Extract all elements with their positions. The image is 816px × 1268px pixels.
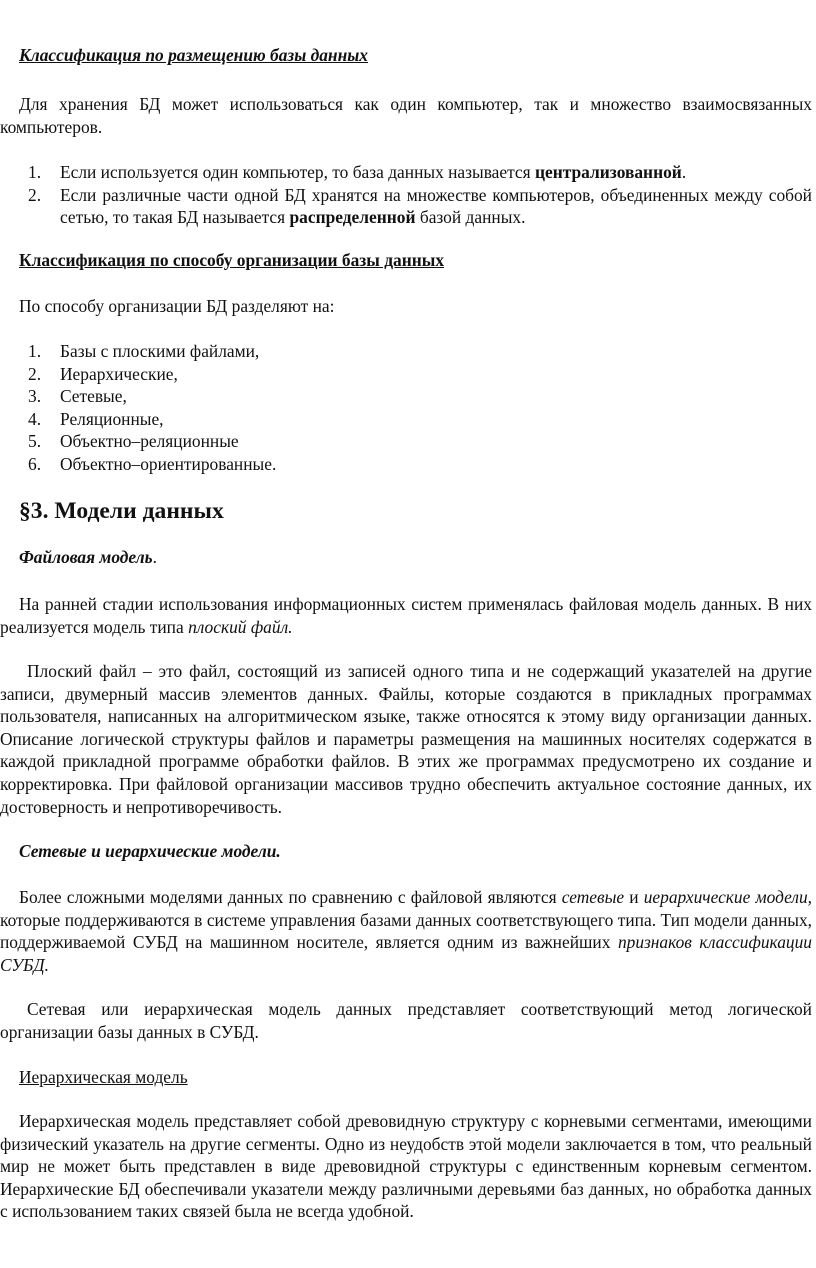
numbered-list: [0, 340, 816, 476]
paragraph: Сетевая или иерархическая модель данных представляет соответствующий метод логической организации базы данных в СУБД.: [0, 999, 812, 1042]
paragraph: Иерархическая модель представляет собой древовидную структуру с корневыми сегментами, имеющими физический указатель на другие сегменты. Одно из неудобств этой модели заключается в том, что реальный мир не может быть представлен в виде древовидной структуры с единственным корневым сегментом. Иерархические БД обеспечивали указатели между различными деревьями баз данных, но обработка данных с использованием таких связей была не всегда удобной.: [0, 1111, 812, 1222]
list-item: 5. Объектно–реляционные: [28, 431, 239, 452]
list-item: 2. Иерархические,: [28, 363, 178, 384]
section-title: §3. Модели данных: [19, 498, 224, 524]
paragraph: Плоский файл – это файл, состоящий из записей одного типа и не содержащий указателей на другие записи, двумерный массив элементов данных. Файлы, которые создаются в прикладных программах пользователя, написанных на алгоритмическом языке, также относятся к этому виду организации данных. Описание логической структуры файлов и параметры размещения на машинных носителях содержатся в каждой прикладной программе обработки файлов. В этих же программах предусмотрено их создание и корректировка. При файловой организации массивов трудно обеспечить актуальное состояние данных, их достоверность и непротиворечивость.: [0, 661, 812, 817]
list-item: 3. Сетевые,: [28, 386, 127, 407]
subheading-file-model: Файловая модель.: [19, 547, 157, 567]
subheading-hierarchical-model: Иерархическая модель: [19, 1067, 188, 1087]
list-item: 4. Реляционные,: [28, 408, 164, 429]
paragraph: Более сложными моделями данных по сравнению с файловой являются сетевые и иерархические модели, которые поддерживаются в системе управления базами данных соответствующего типа. Тип модели данных, поддерживаемой СУБД на машинном носителе, является одним из важнейших признаков классификации СУБД.: [0, 887, 812, 975]
paragraph: На ранней стадии использования информационных систем применялась файловая модель данных. В них реализуется модель типа плоский файл.: [0, 594, 812, 637]
heading-classification: [19, 249, 444, 272]
list-item: 6. Объектно–ориентированные.: [28, 453, 277, 474]
list-item: 1. Если используется один компьютер, то база данных называется централизованной.: [28, 162, 687, 182]
paragraph: По способу организации БД разделяют на:: [19, 296, 335, 316]
subheading-network-models: Сетевые и иерархические модели.: [19, 841, 281, 861]
list-item: 2. Если различные части одной БД хранятся на множестве компьютеров, объединенных между собой сетью, то такая БД называется распределенной базой данных.: [28, 184, 812, 228]
paragraph: Для хранения БД может использоваться как один компьютер, так и множество взаимосвязанных компьютеров.: [0, 94, 812, 137]
list-item: 1. Базы с плоскими файлами,: [28, 341, 260, 361]
heading-placement: [19, 44, 368, 67]
section-heading: Классификация по размещению базы данных: [19, 45, 369, 65]
numbered-list: [0, 161, 816, 229]
section-heading: Классификация по способу организации базы данных: [19, 250, 445, 270]
